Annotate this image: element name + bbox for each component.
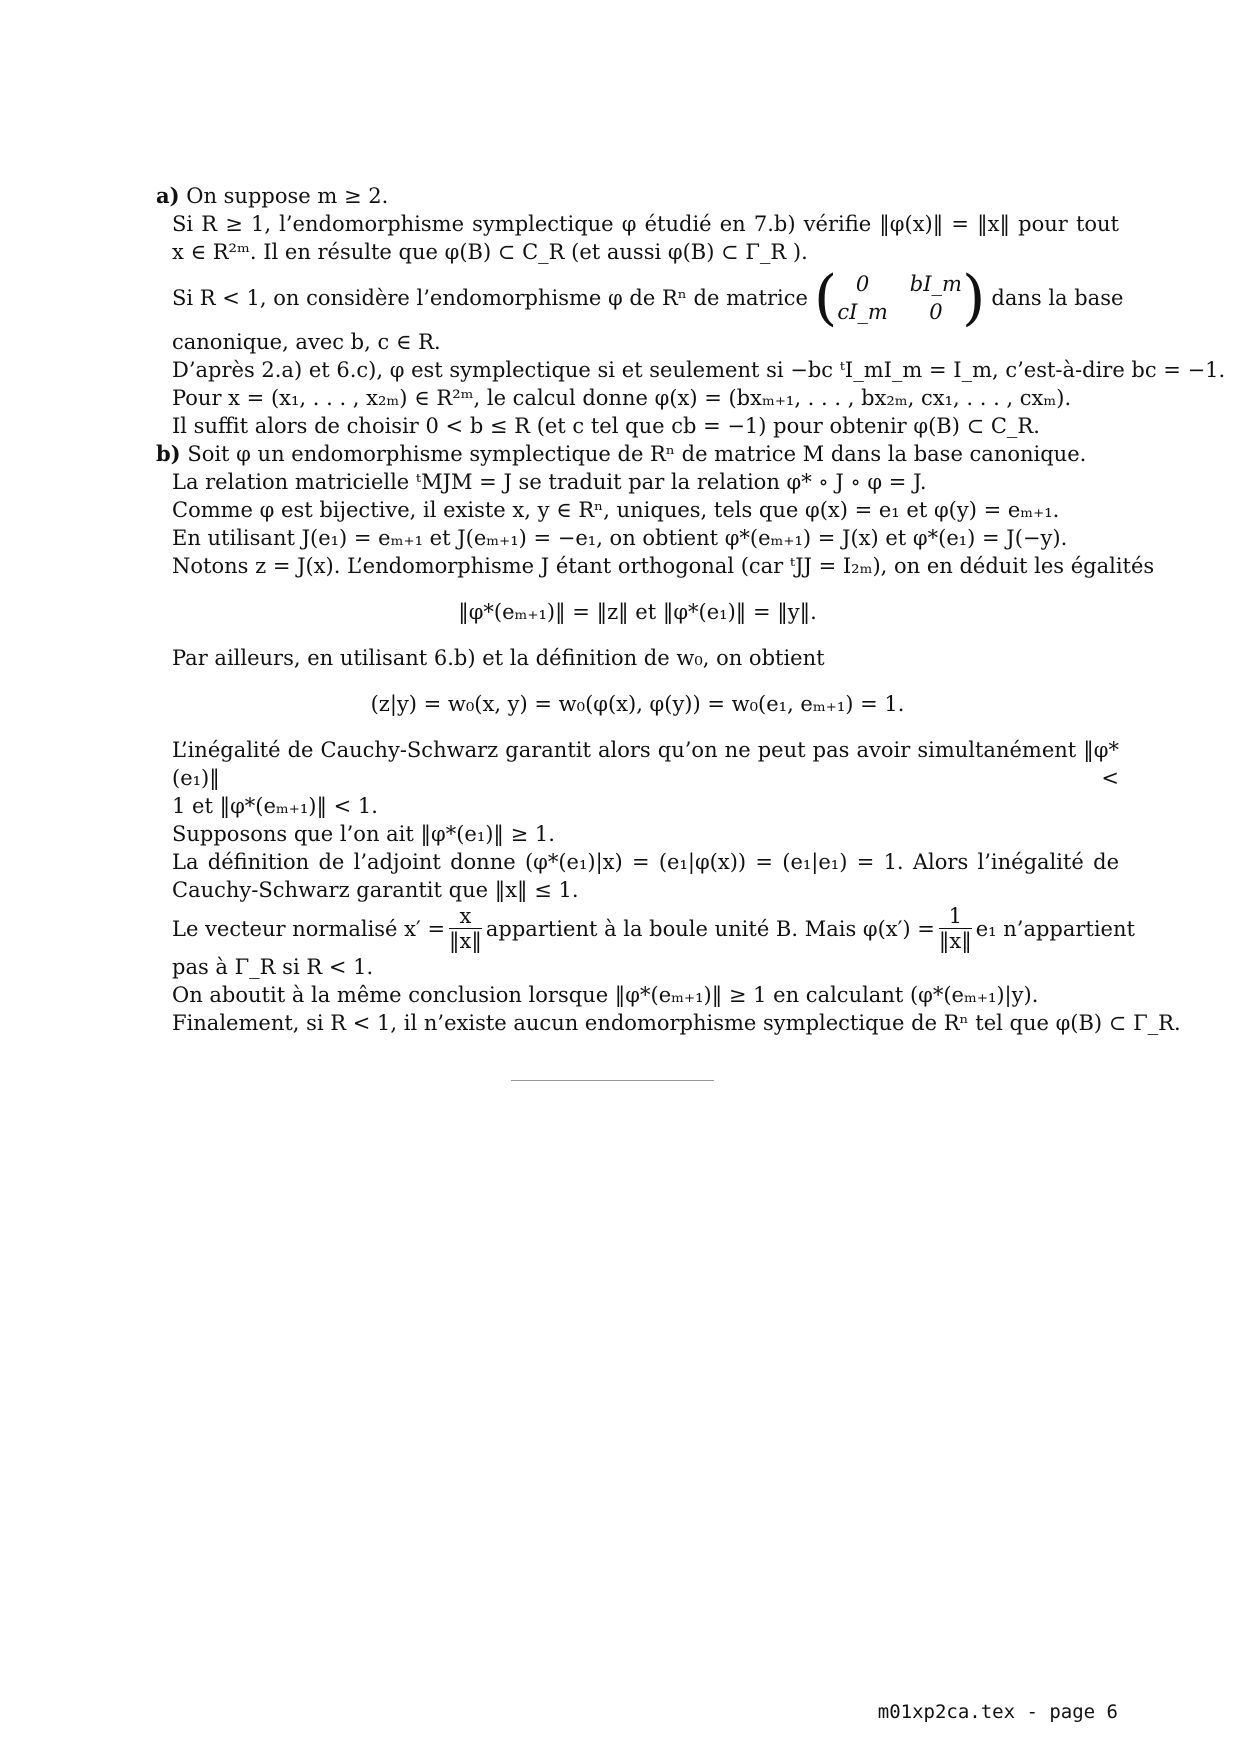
part-a-label: a) [156, 183, 180, 208]
matrix-cell: cI_m [837, 300, 888, 324]
part-b-heading [156, 440, 1119, 468]
text-line: Finalement, si R < 1, il n’existe aucun endomorphisme symplectique de Rⁿ tel que φ(B) ⊂ Γ_R. [172, 1011, 1181, 1035]
text-line: 1 et ‖φ*(eₘ₊₁)‖ < 1. [172, 794, 378, 818]
matrix [813, 263, 986, 333]
fraction-numerator: x [449, 904, 482, 929]
fraction-denominator: ‖x‖ [449, 929, 482, 953]
fraction [449, 904, 482, 953]
matrix-cell: 0 [855, 272, 870, 296]
text-line: La définition de l’adjoint donne (φ*(e₁)|x) = (e₁|φ(x)) = (e₁|e₁) = 1. Alors l’inégalité de [172, 850, 1119, 874]
fraction-denominator: ‖x‖ [938, 929, 972, 953]
text-line: Cauchy-Schwarz garantit que ‖x‖ ≤ 1. [172, 878, 579, 902]
equation: ‖φ*(eₘ₊₁)‖ = ‖z‖ et ‖φ*(e₁)‖ = ‖y‖. [458, 600, 817, 624]
text-line: Par ailleurs, en utilisant 6.b) et la définition de w₀, on obtient [172, 646, 825, 670]
fraction [939, 904, 972, 953]
part-b-label: b) [156, 441, 181, 466]
page-footer: m01xp2ca.tex - page 6 [877, 1701, 1118, 1723]
text-line: appartient à la boule unité B. Mais φ(x′) = [485, 916, 935, 941]
right-paren: ) [961, 263, 986, 333]
text-line: x ∈ R²ᵐ. Il en résulte que φ(B) ⊂ C_R (et aussi φ(B) ⊂ Γ_R ). [172, 240, 808, 264]
part-a-heading [156, 182, 1119, 210]
text-line: La relation matricielle ᵗMJM = J se traduit par la relation φ* ∘ J ∘ φ = J. [172, 470, 927, 494]
text-line: D’après 2.a) et 6.c), φ est symplectique si et seulement si −bc ᵗI_mI_m = I_m, c’est-à-dire bc = −1. [172, 358, 1226, 382]
fraction-numerator: 1 [939, 904, 972, 929]
part-a-text: On suppose m ≥ 2. [186, 184, 389, 208]
text-line: Si R ≥ 1, l’endomorphisme symplectique φ étudié en 7.b) vérifie ‖φ(x)‖ = ‖x‖ pour tout [172, 212, 1119, 236]
matrix-cell: 0 [929, 300, 943, 324]
text-line: Le vecteur normalisé x′ = [172, 916, 446, 941]
text-line: En utilisant J(e₁) = eₘ₊₁ et J(eₘ₊₁) = −e₁, on obtient φ*(eₘ₊₁) = J(x) et φ*(e₁) = J(−y). [172, 526, 1068, 550]
text-line: Comme φ est bijective, il existe x, y ∈ Rⁿ, uniques, tels que φ(x) = e₁ et φ(y) = eₘ₊₁. [172, 498, 1060, 522]
text-line: On aboutit à la même conclusion lorsque ‖φ*(eₘ₊₁)‖ ≥ 1 en calculant (φ*(eₘ₊₁)|y). [172, 983, 1039, 1007]
matrix-line [156, 263, 1124, 333]
text-line: canonique, avec b, c ∈ R. [172, 330, 441, 354]
text-line: Si R < 1, on considère l’endomorphisme φ de Rⁿ de matrice [172, 286, 808, 310]
matrix-grid [837, 270, 962, 326]
matrix-cell: bI_m [909, 272, 962, 296]
part-b-text: Soit φ un endomorphisme symplectique de Rⁿ de matrice M dans la base canonique. [187, 442, 1087, 466]
equation: (z|y) = w₀(x, y) = w₀(φ(x), φ(y)) = w₀(e₁, eₘ₊₁) = 1. [370, 692, 905, 716]
end-rule [511, 1080, 714, 1081]
left-paren: ( [813, 263, 838, 333]
text-line: e₁ n’appartient [975, 916, 1135, 941]
text-line: Il suffit alors de choisir 0 < b ≤ R (et c tel que cb = −1) pour obtenir φ(B) ⊂ C_R. [172, 414, 1040, 438]
text-line: Pour x = (x₁, . . . , x₂ₘ) ∈ R²ᵐ, le calcul donne φ(x) = (bxₘ₊₁, . . . , bx₂ₘ, cx₁, . . . , cxₘ). [172, 386, 1072, 410]
text-line: Notons z = J(x). L’endomorphisme J étant orthogonal (car ᵗJJ = I₂ₘ), on en déduit les égalités [172, 554, 1155, 578]
part-a [156, 182, 1226, 1037]
fraction-line [156, 904, 1135, 953]
text-line: dans la base [991, 286, 1124, 310]
text-line: L’inégalité de Cauchy-Schwarz garantit alors qu’on ne peut pas avoir simultanément ‖φ*(e₁)‖ < [172, 738, 1119, 790]
text-line: pas à Γ_R si R < 1. [172, 955, 374, 979]
text-line: Supposons que l’on ait ‖φ*(e₁)‖ ≥ 1. [172, 822, 555, 846]
